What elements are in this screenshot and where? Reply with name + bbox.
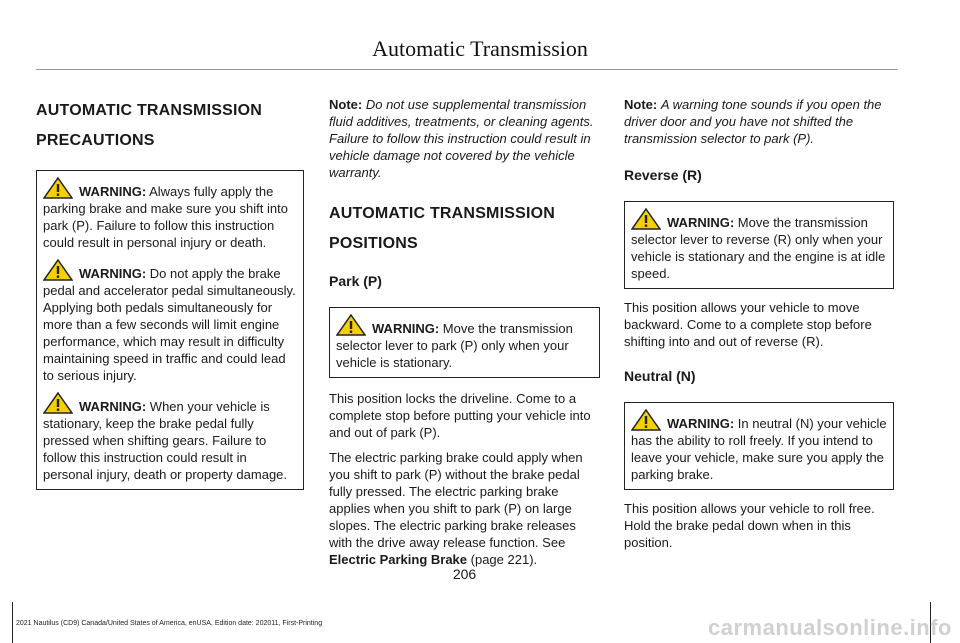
warning-label: WARNING: xyxy=(79,266,147,281)
header-divider xyxy=(36,69,898,70)
warning-paragraph xyxy=(631,208,889,282)
body-paragraph xyxy=(329,449,600,568)
subheading-park: Park (P) xyxy=(329,273,382,289)
warning-text: Move the transmission selector lever to reverse (R) only when your vehicle is stationary and the engine is at idle speed. xyxy=(631,215,886,281)
warning-triangle-icon xyxy=(43,177,73,199)
cross-reference-link[interactable]: Electric Parking Brake xyxy=(329,552,468,567)
warning-triangle-icon xyxy=(336,314,366,336)
body-paragraph: This position allows your vehicle to move backward. Come to a complete stop before shifting into and out of reverse (R). xyxy=(624,300,872,349)
column-left xyxy=(36,96,304,490)
warning-text: In neutral (N) your vehicle has the ability to roll freely. If you intend to leave your vehicle, make sure you apply the parking brake. xyxy=(631,416,887,482)
note-paragraph xyxy=(329,96,600,181)
warning-box-precautions xyxy=(36,170,304,490)
warning-paragraph xyxy=(336,314,595,371)
crop-mark-left xyxy=(12,602,13,643)
section-heading-line1: AUTOMATIC TRANSMISSION xyxy=(329,205,556,222)
note-label: Note: xyxy=(624,97,658,112)
warning-triangle-icon xyxy=(43,392,73,414)
warning-paragraph xyxy=(43,177,299,251)
warning-label: WARNING: xyxy=(667,215,735,230)
column-right xyxy=(624,96,894,551)
warning-triangle-icon xyxy=(631,208,661,230)
body-text: The electric parking brake could apply when you shift to park (P) without the brake pedal fully pressed. The electric parking brake applies when you shift to park (P) on large slopes. The electric parking brake releases with the drive away release function. See xyxy=(329,450,583,550)
page-reference: (page 221). xyxy=(467,552,538,567)
warning-label: WARNING: xyxy=(79,184,147,199)
warning-text: Move the transmission selector lever to park (P) only when your vehicle is stationary. xyxy=(336,321,573,370)
warning-box-reverse xyxy=(624,201,894,289)
warning-text: When your vehicle is stationary, keep the brake pedal fully pressed when shifting gears. Failure to follow this instruction could result in personal injury, death or property damage. xyxy=(43,399,288,482)
note-text: A warning tone sounds if you open the driver door and you have not shifted the transmission selector to park (P). xyxy=(624,97,882,146)
warning-label: WARNING: xyxy=(372,321,440,336)
note-text: Do not use supplemental transmission fluid additives, treatments, or cleaning agents. Failure to follow this instruction could result in vehicle damage not covered by the vehicle warranty. xyxy=(329,97,594,180)
warning-box-neutral xyxy=(624,402,894,490)
section-heading-line2: PRECAUTIONS xyxy=(36,132,155,149)
body-paragraph: This position allows your vehicle to roll free. Hold the brake pedal down when in this position. xyxy=(624,501,875,550)
warning-triangle-icon xyxy=(43,259,73,281)
section-heading-line2: POSITIONS xyxy=(329,235,418,252)
warning-paragraph xyxy=(43,259,299,384)
column-middle xyxy=(329,96,600,568)
site-watermark: carmanualsonline.info xyxy=(708,615,952,640)
page-header-title: Automatic Transmission xyxy=(372,36,588,61)
note-paragraph xyxy=(624,96,894,147)
page-number: 206 xyxy=(452,566,477,582)
section-heading-line1: AUTOMATIC TRANSMISSION xyxy=(36,102,263,119)
edition-footer: 2021 Nautilus (CD9) Canada/United States of America, enUSA, Edition date: 202011, First-Printing xyxy=(16,620,323,627)
note-label: Note: xyxy=(329,97,363,112)
warning-label: WARNING: xyxy=(667,416,735,431)
warning-text: Do not apply the brake pedal and accelerator pedal simultaneously. Applying both pedals simultaneously for more than a few seconds will limit engine performance, which may result in difficulty maintaining speed in traffic and could lead to serious injury. xyxy=(43,266,296,383)
warning-paragraph xyxy=(43,392,299,483)
subheading-neutral: Neutral (N) xyxy=(624,368,696,384)
body-paragraph: This position locks the driveline. Come to a complete stop before putting your vehicle into and out of park (P). xyxy=(329,391,591,440)
warning-paragraph xyxy=(631,409,889,483)
subheading-reverse: Reverse (R) xyxy=(624,167,702,183)
warning-text: Always fully apply the parking brake and make sure you shift into park (P). Failure to follow this instruction could result in personal injury or death. xyxy=(43,184,288,250)
warning-box-park xyxy=(329,307,600,378)
warning-label: WARNING: xyxy=(79,399,147,414)
warning-triangle-icon xyxy=(631,409,661,431)
